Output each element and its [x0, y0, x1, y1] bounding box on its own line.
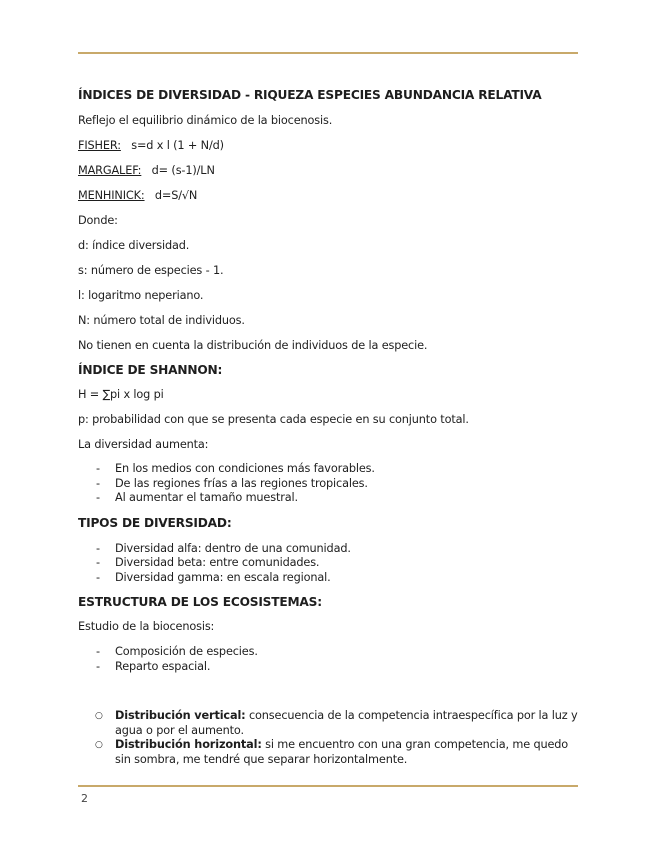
list-item: ○ Distribución horizontal: si me encuentro con una gran competencia, me quedo sin sombra, me tendré que separar horizontalmente. — [95, 738, 569, 766]
increase-intro: La diversidad aumenta: — [78, 438, 209, 451]
note-text: No tienen en cuenta la distribución de individuos de la especie. — [78, 339, 428, 352]
formula-expr: s=d x l (1 + N/d) — [131, 139, 224, 152]
formula-expr: d=S/√N — [154, 189, 198, 202]
footer-rule — [78, 785, 578, 787]
list-item: - Composición de especies. — [96, 645, 258, 658]
dash-bullet: - — [96, 659, 100, 673]
structure-list — [78, 645, 578, 674]
intro-text: Reflejo el equilibrio dinámico de la biocenosis. — [78, 114, 333, 127]
list-item: - Diversidad gamma: en escala regional. — [96, 570, 331, 584]
heading-shannon: ÍNDICE DE SHANNON: — [78, 363, 223, 377]
dash-bullet: - — [96, 476, 100, 490]
heading-structure: ESTRUCTURA DE LOS ECOSISTEMAS: — [78, 595, 322, 609]
formula-name: MARGALEF: — [78, 164, 142, 177]
list-item: - Diversidad alfa: dentro de una comunidad. — [96, 541, 351, 555]
formula-expr: d= (s-1)/LN — [151, 164, 215, 177]
list-item: - Diversidad beta: entre comunidades. — [96, 556, 320, 569]
donde-label: Donde: — [78, 214, 118, 227]
distribution-list — [78, 709, 578, 767]
dash-bullet: - — [96, 462, 100, 475]
circle-bullet: ○ — [95, 740, 103, 750]
item-label: Distribución horizontal: — [115, 738, 262, 751]
formula-name: MENHINICK: — [78, 189, 145, 202]
list-item: - En los medios con condiciones más favorables. — [96, 462, 375, 475]
circle-bullet: ○ — [95, 711, 103, 721]
item-label: Distribución vertical: — [115, 709, 246, 722]
dash-bullet: - — [96, 570, 100, 584]
definition-l: l: logaritmo neperiano. — [78, 289, 204, 302]
definition-s: s: número de especies - 1. — [78, 264, 224, 277]
list-item: - Al aumentar el tamaño muestral. — [96, 491, 298, 504]
increase-list — [78, 462, 578, 506]
definition-d: d: índice diversidad. — [78, 239, 190, 252]
heading-types: TIPOS DE DIVERSIDAD: — [78, 515, 232, 530]
formula-name: FISHER: — [78, 139, 121, 152]
list-item: - Reparto espacial. — [96, 659, 211, 673]
list-item: ○ Distribución vertical: consecuencia de la competencia intraespecífica por la luz y agua o por el aumento. — [95, 709, 578, 737]
formula-menhinick — [78, 189, 578, 203]
dash-bullet: - — [96, 491, 100, 504]
definition-n: N: número total de individuos. — [78, 314, 245, 327]
heading-diversity-indices: ÍNDICES DE DIVERSIDAD - RIQUEZA ESPECIES ABUNDANCIA RELATIVA — [78, 88, 542, 102]
formula-fisher — [78, 139, 578, 153]
dash-bullet: - — [96, 556, 100, 569]
shannon-formula: H = ∑pi x log pi — [78, 388, 164, 401]
types-list — [78, 542, 578, 586]
page-content — [78, 88, 578, 767]
dash-bullet: - — [96, 541, 100, 555]
list-item: - De las regiones frías a las regiones tropicales. — [96, 476, 368, 490]
dash-bullet: - — [96, 645, 100, 658]
structure-intro: Estudio de la biocenosis: — [78, 620, 215, 633]
formula-margalef — [78, 164, 578, 178]
page-number: 2 — [81, 792, 88, 805]
header-rule — [78, 52, 578, 54]
shannon-definition: p: probabilidad con que se presenta cada especie en su conjunto total. — [78, 413, 469, 426]
